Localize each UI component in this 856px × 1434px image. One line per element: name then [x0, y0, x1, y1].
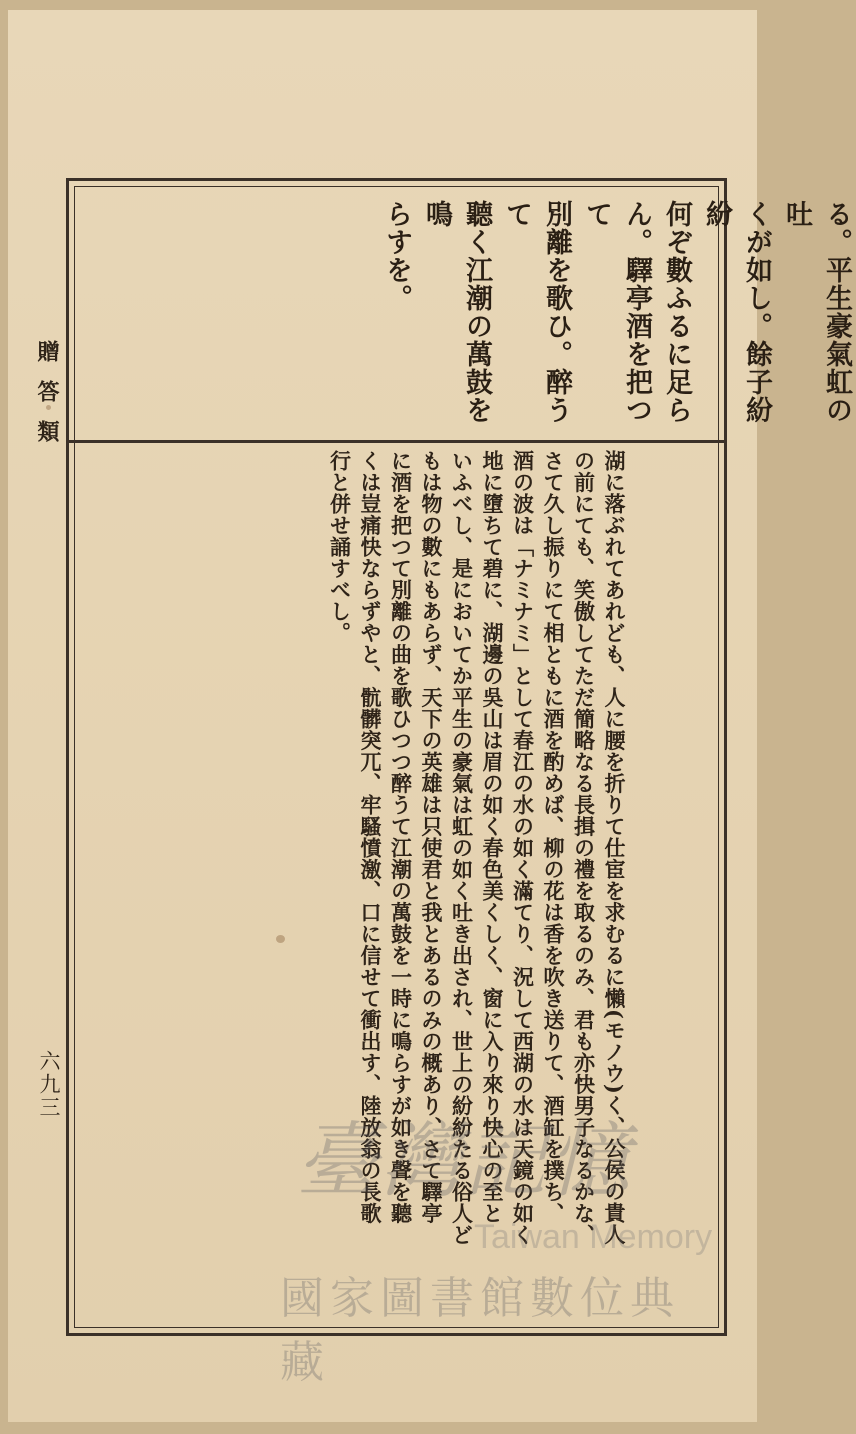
poem-line: る。平生豪氣虹の吐 [781, 200, 852, 424]
commentary-line: 酒の波は「ナミナミ」として春江の水の如く滿てり、況して西湖の水は天鏡の如く [510, 450, 536, 1246]
page-number: 六九三 [37, 1050, 61, 1119]
watermark-script: 臺灣記憶 [296, 1114, 632, 1209]
watermark-english: Taiwan Memory [474, 1218, 713, 1256]
poem-line: くが如し。餘子紛紛 [701, 200, 772, 424]
section-divider [68, 440, 725, 443]
paper-stain [46, 405, 51, 410]
commentary-line: 湖に落ぶれてあれども、人に腰を折りて仕宦を求むるに懶(モノウ)く、公侯の貴人 [602, 450, 627, 1245]
commentary-line: の前にても、笑傲してただ簡略なる長揖の禮を取るのみ、君も亦快男子なるかな、 [571, 450, 597, 1246]
commentary-block [324, 450, 629, 1330]
book-page [8, 10, 852, 1422]
commentary-line: さて久し振りにて相ともに酒を酌めば、柳の花は香を吹き送りて、酒缸を撲ち、 [541, 450, 566, 1224]
paper-stain [276, 935, 285, 943]
commentary-line: 地に墮ちて碧に、湖邊の吳山は眉の如く春色美くしく、窗に入り來り快心の至と [480, 450, 505, 1224]
section-title: 贈答類 [34, 340, 60, 460]
poem-block [376, 200, 856, 440]
poem-line: ん。驛亭酒を把つて [581, 200, 652, 424]
poem-line: 聽く江潮の萬鼓を鳴 [421, 200, 492, 424]
commentary-line: いふべし、是においてか平生の豪氣は虹の如く吐き出され、世上の紛紛たる俗人ど [449, 450, 475, 1246]
poem-line: 何ぞ數ふるに足ら [661, 200, 692, 424]
commentary-line: もは物の數にもあらず、天下の英雄は只使君と我とあるのみの概あり、さて驛亭 [419, 450, 444, 1224]
watermark-chinese: 國家圖書館數位典藏 [280, 1273, 680, 1388]
commentary-line: に酒を把つて別離の曲を歌ひつつ醉うて江潮の萬鼓を一時に鳴らすが如き聲を聽 [388, 450, 414, 1224]
commentary-line: くは豈痛快ならずやと、骯髒突兀、牢騷憤激、口に信せて衝出す、陸放翁の長歌 [358, 450, 383, 1224]
poem-line: らすを。 [381, 200, 412, 312]
poem-line: 別離を歌ひ。醉うて [501, 200, 572, 424]
commentary-line: 行と併せ誦すべし。 [327, 450, 353, 644]
